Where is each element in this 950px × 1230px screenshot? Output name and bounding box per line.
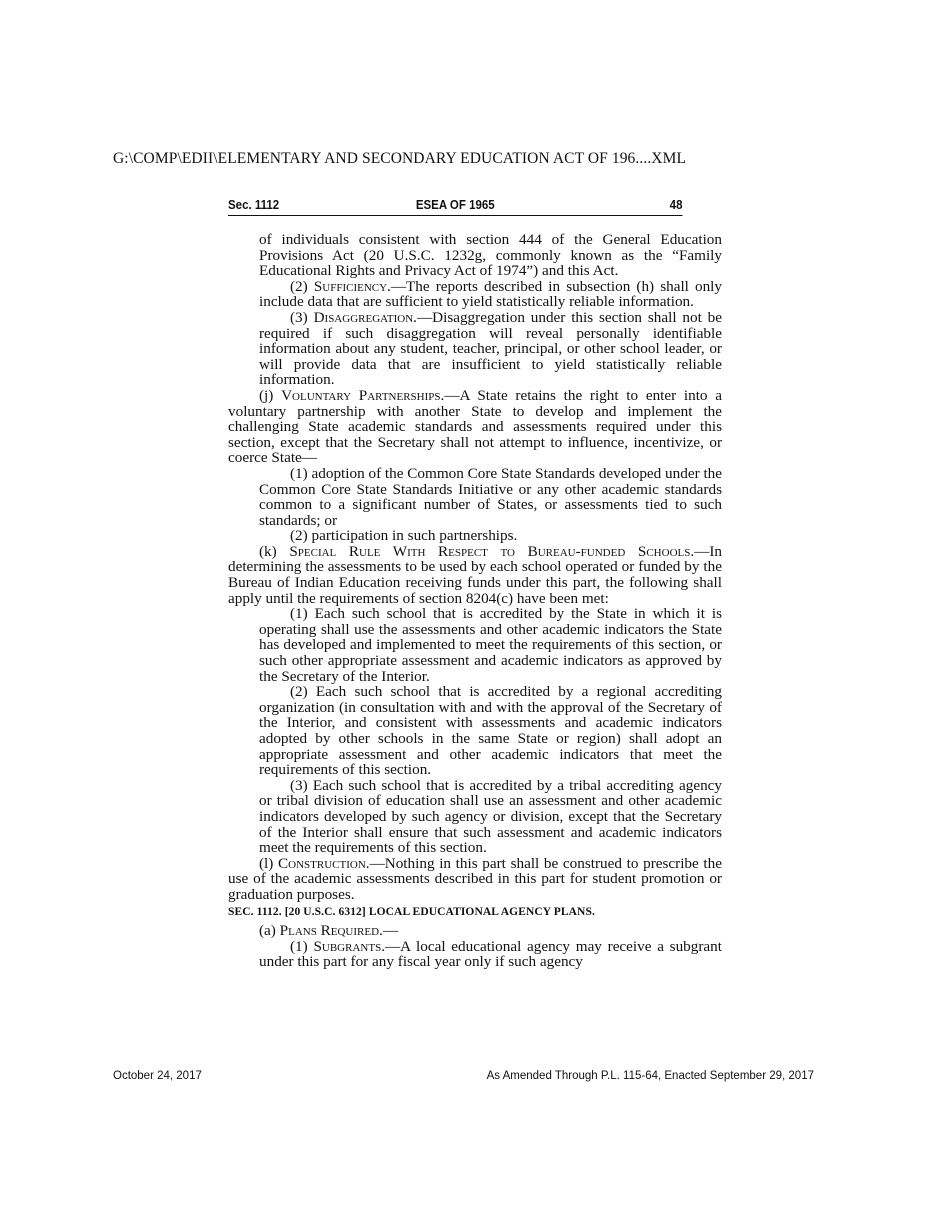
section-heading: SEC. 1112. [20 U.S.C. 6312] LOCAL EDUCATIONAL AGENCY PLANS. — [228, 905, 595, 918]
paragraph-heading: Subgrants — [313, 937, 382, 955]
paragraph: (a) Plans Required.— — [259, 922, 399, 940]
footer-date: October 24, 2017 — [113, 1070, 202, 1082]
paragraph: (1) adoption of the Common Core State Standards developed under the Common Core State Standards Initiative or any other academic standards common to a significant number of States, or assessments tied to such standards; or — [259, 464, 722, 529]
paragraph: (j) Voluntary Partnerships.—A State retains the right to enter into a voluntary partnership with another State to develop and implement the challenging State academic standards and assessments required under this section, except that the Secretary shall not attempt to influence, incentivize, or coerce State— — [228, 386, 722, 467]
paragraph-heading: Construction — [278, 854, 366, 872]
paragraph: of individuals consistent with section 444 of the General Education Provisions Act (20 U.S.C. 1232g, commonly known as the “Family Educational Rights and Privacy Act of 1974”) and this Act. — [259, 231, 722, 280]
paragraph: (2) participation in such partnerships. — [290, 527, 518, 545]
paragraph-heading: Plans Required — [279, 922, 380, 940]
footer-amended: As Amended Through P.L. 115-64, Enacted September 29, 2017 — [486, 1070, 814, 1082]
page-number: 48 — [669, 198, 683, 212]
running-head-title: ESEA OF 1965 — [415, 198, 495, 212]
paragraph: (3) Each such school that is accredited by a tribal accrediting agency or tribal division of education shall use an assessment and other academic indicators developed by such agency or division, except that the Secretary of the Interior shall ensure that such assessment and academic indicators meet the requirements of this section. — [259, 776, 722, 857]
paragraph: (2) Each such school that is accredited by a regional accrediting organization (in consultation with and with the approval of the Secretary of the Interior, and consistent with assessments and academic indicators adopted by other schools in the same State or region) shall adopt an appropriate assessment and other academic indicators that meet the requirements of this section. — [259, 683, 722, 779]
paragraph: (1) Subgrants.—A local educational agency may receive a subgrant under this part for any fiscal year only if such agency — [259, 937, 722, 971]
document-body — [228, 232, 722, 970]
paragraph-heading: Special Rule With Respect to Bureau-funded Schools — [289, 542, 691, 560]
paragraph: (3) Disaggregation.—Disaggregation under this section shall not be required if such disaggregation will reveal personally identifiable information about any student, teacher, principal, or other school leader, or will provide data that are insufficient to yield statistically reliable information. — [259, 308, 722, 389]
paragraph-heading: Sufficiency — [313, 277, 388, 295]
paragraph: (1) Each such school that is accredited by the State in which it is operating shall use the assessments and other academic indicators the State has developed and implemented to meet the requirements of this section, or such other appropriate assessment and academic indicators as approved by the Secretary of the Interior. — [259, 605, 722, 685]
paragraph: (2) Sufficiency.—The reports described in subsection (h) shall only include data that are sufficient to yield statistically reliable information. — [259, 277, 722, 311]
paragraph-heading: Voluntary Partnerships — [281, 386, 441, 404]
paragraph: (l) Construction.—Nothing in this part shall be construed to prescribe the use of the academic assessments described in this part for student promotion or graduation purposes. — [228, 854, 722, 903]
paragraph: (k) Special Rule With Respect to Bureau-funded Schools.—In determining the assessments to be used by each school operated or funded by the Bureau of Indian Education receiving funds under this part, the following shall apply until the requirements of section 8204(c) have been met: — [228, 542, 722, 607]
running-head — [228, 197, 682, 216]
paragraph-heading: Disaggregation — [313, 308, 414, 326]
file-path: G:\COMP\EDII\ELEMENTARY AND SECONDARY EDUCATION ACT OF 196....XML — [113, 150, 687, 167]
running-head-section: Sec. 1112 — [228, 198, 280, 212]
